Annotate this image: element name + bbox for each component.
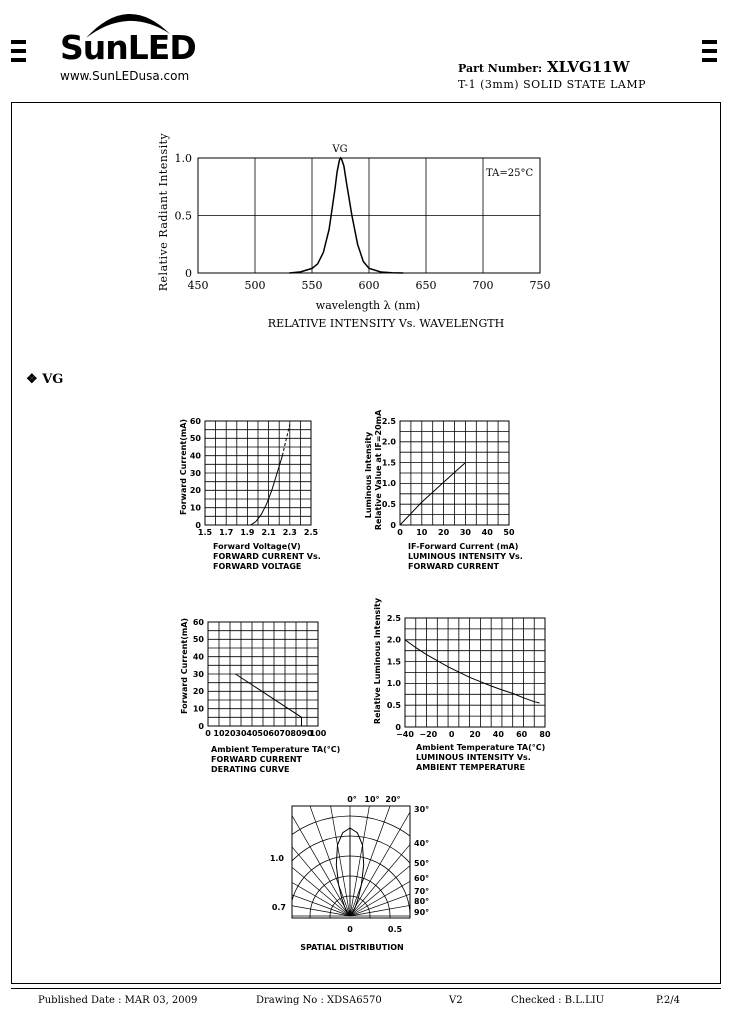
chart-luminous-current-ytick-label: 2.0 bbox=[381, 437, 396, 447]
chart-wavelength-xlabel: wavelength λ (nm) bbox=[315, 299, 421, 312]
chart-forward-voltage-ytick-label: 10 bbox=[189, 503, 201, 513]
chart-wavelength-xtick-label: 700 bbox=[472, 279, 494, 292]
chart-luminous-current-ytick-label: 2.5 bbox=[381, 416, 396, 426]
chart-derating-xtick-label: 20 bbox=[224, 729, 236, 738]
chart-wavelength bbox=[157, 132, 551, 330]
chart-spatial-distribution bbox=[220, 786, 480, 1016]
chart-derating-xtick-label: 90 bbox=[301, 729, 313, 738]
chart-derating-ylabel: Forward Current(mA) bbox=[180, 617, 189, 715]
chart-wavelength-annotation: TA=25°C bbox=[486, 168, 534, 179]
chart-derating-ytick-label: 10 bbox=[192, 704, 204, 714]
chart-derating-ytick-label: 40 bbox=[192, 652, 204, 662]
chart-luminous-temperature-xtick-label: 20 bbox=[469, 730, 481, 739]
chart-forward-voltage-xtick-label: 2.5 bbox=[303, 528, 319, 537]
chart-luminous-temperature-ytick-label: 2.5 bbox=[386, 613, 401, 623]
chart-spatial-angle-label: 50° bbox=[414, 859, 430, 868]
chart-spatial-radius-label: 1.0 bbox=[269, 854, 284, 863]
chart-forward-voltage-xtick-label: 1.5 bbox=[197, 528, 213, 537]
chart-luminous-temperature-caption-1: LUMINOUS INTENSITY Vs. bbox=[416, 753, 531, 762]
logo-text: SunLED bbox=[60, 28, 196, 67]
chart-spatial-radius-label: 0 bbox=[347, 925, 353, 934]
chart-spatial-angle-label: 40° bbox=[414, 839, 430, 848]
chart-luminous-temperature-ytick-label: 2.0 bbox=[386, 635, 401, 645]
chart-spatial-angle-label: 10° bbox=[364, 795, 380, 804]
chart-derating-xtick-label: 80 bbox=[290, 729, 302, 738]
chart-wavelength-xtick-label: 600 bbox=[358, 279, 380, 292]
chart-forward-voltage-caption-1: FORWARD CURRENT Vs. bbox=[213, 552, 321, 561]
chart-derating-ytick-label: 0 bbox=[198, 721, 204, 731]
chart-derating-xtick-label: 50 bbox=[257, 729, 269, 738]
chart-derating-xtick-label: 100 bbox=[309, 729, 327, 738]
footer-version: V2 bbox=[449, 995, 463, 1006]
chart-forward-voltage-ytick-label: 30 bbox=[189, 468, 201, 478]
chart-luminous-temperature-xtick-label: 0 bbox=[448, 730, 455, 739]
chart-wavelength-title: RELATIVE INTENSITY Vs. WAVELENGTH bbox=[267, 317, 505, 330]
chart-luminous-current-ytick-label: 1.0 bbox=[381, 479, 396, 489]
chart-derating-xlabel: Ambient Temperature TA(°C) bbox=[211, 745, 341, 754]
part-description: T-1 (3mm) SOLID STATE LAMP bbox=[458, 78, 646, 91]
chart-forward-voltage-ytick-label: 60 bbox=[189, 416, 201, 426]
chart-derating-xtick-label: 10 bbox=[213, 729, 225, 738]
chart-spatial-angle-label: 20° bbox=[385, 795, 401, 804]
chart-luminous-current-xtick-label: 50 bbox=[503, 528, 515, 537]
chart-luminous-temperature-ytick-label: 1.5 bbox=[386, 657, 401, 667]
chart-luminous-temperature-xtick-label: 80 bbox=[539, 730, 551, 739]
chart-luminous-current-ytick-label: 0.5 bbox=[381, 500, 396, 509]
section-title-text: VG bbox=[42, 372, 64, 387]
chart-spatial-angle-label: 30° bbox=[414, 805, 430, 814]
chart-derating-ytick-label: 20 bbox=[192, 687, 204, 697]
chart-forward-voltage-ytick-label: 0 bbox=[195, 520, 201, 530]
chart-forward-voltage-ytick-label: 40 bbox=[189, 451, 201, 461]
chart-luminous-temperature-ytick-label: 1.0 bbox=[386, 679, 401, 689]
chart-derating-ytick-label: 60 bbox=[192, 617, 204, 627]
logo-url[interactable]: www.SunLEDusa.com bbox=[60, 69, 190, 83]
chart-luminous-temperature-caption-2: AMBIENT TEMPERATURE bbox=[416, 763, 526, 772]
chart-luminous-temperature-xtick-label: −20 bbox=[419, 730, 438, 739]
chart-derating-xtick-label: 40 bbox=[246, 729, 258, 738]
chart-forward-voltage-caption-2: FORWARD VOLTAGE bbox=[213, 562, 302, 571]
footer-divider bbox=[11, 988, 721, 989]
chart-forward-voltage-xtick-label: 1.9 bbox=[240, 528, 255, 537]
footer-page: P.2/4 bbox=[656, 995, 680, 1006]
chart-derating-xtick-label: 30 bbox=[235, 729, 247, 738]
chart-spatial-radius-label: 0.7 bbox=[271, 903, 286, 912]
chart-wavelength-series-label: VG bbox=[332, 144, 348, 155]
chart-spatial-angle-label: 90° bbox=[414, 908, 430, 917]
diamond-bullet-icon: ❖ bbox=[26, 372, 38, 387]
chart-wavelength-xtick-label: 650 bbox=[415, 279, 437, 292]
chart-luminous-current-caption-2: FORWARD CURRENT bbox=[408, 562, 499, 571]
chart-forward-voltage-ytick-label: 50 bbox=[189, 434, 201, 444]
chart-luminous-current-xlabel: IF-Forward Current (mA) bbox=[408, 542, 519, 551]
part-number-value: XLVG11W bbox=[547, 58, 630, 76]
footer-checked: Checked : B.L.LIU bbox=[511, 995, 605, 1006]
chart-forward-voltage bbox=[179, 417, 321, 571]
chart-luminous-temperature bbox=[373, 597, 551, 772]
chart-luminous-current-xtick-label: 20 bbox=[438, 528, 450, 537]
chart-derating bbox=[180, 618, 340, 774]
chart-luminous-current-xtick-label: 10 bbox=[416, 528, 428, 537]
footer-drawing-number: Drawing No : XDSA6570 bbox=[256, 995, 382, 1006]
chart-luminous-temperature-series-line bbox=[405, 640, 540, 703]
part-number-label: Part Number: bbox=[458, 62, 543, 75]
chart-spatial-radius-label: 0.5 bbox=[387, 925, 403, 934]
chart-luminous-temperature-xtick-label: 40 bbox=[492, 730, 504, 739]
chart-luminous-temperature-xtick-label: 60 bbox=[516, 730, 528, 739]
chart-luminous-temperature-xlabel: Ambient Temperature TA(°C) bbox=[416, 743, 546, 752]
chart-forward-voltage-xtick-label: 2.3 bbox=[282, 528, 297, 537]
chart-forward-voltage-ytick-label: 20 bbox=[189, 486, 201, 496]
chart-wavelength-xtick-label: 500 bbox=[244, 279, 266, 292]
chart-wavelength-ytick-label: 1.0 bbox=[174, 151, 192, 165]
chart-luminous-current-ylabel-2: Relative Value at IF=20mA bbox=[374, 409, 383, 531]
chart-spatial-title: SPATIAL DISTRIBUTION bbox=[300, 943, 404, 952]
chart-luminous-current-ylabel-1: Luminous Intensity bbox=[364, 431, 373, 519]
chart-luminous-temperature-ytick-label: 0 bbox=[395, 722, 401, 732]
chart-spatial-lobe bbox=[336, 828, 363, 916]
chart-wavelength-xtick-label: 750 bbox=[529, 279, 551, 292]
chart-luminous-current-xtick-label: 0 bbox=[397, 528, 403, 537]
chart-luminous-current-xtick-label: 40 bbox=[481, 528, 493, 537]
chart-derating-xtick-label: 0 bbox=[205, 729, 211, 738]
chart-luminous-current-ytick-label: 1.5 bbox=[381, 458, 396, 468]
chart-derating-ytick-label: 50 bbox=[192, 635, 204, 645]
chart-luminous-temperature-ylabel: Relative Luminous Intensity bbox=[373, 597, 382, 725]
chart-luminous-current-ytick-label: 0 bbox=[390, 520, 396, 530]
chart-spatial-angle-label: 80° bbox=[414, 897, 430, 906]
chart-wavelength-ytick-label: 0.5 bbox=[174, 209, 192, 223]
chart-wavelength-ytick-label: 0 bbox=[185, 266, 192, 280]
chart-forward-voltage-xlabel: Forward Voltage(V) bbox=[213, 542, 301, 551]
chart-spatial-angle-label: 60° bbox=[414, 874, 430, 883]
chart-luminous-temperature-xtick-label: −40 bbox=[396, 730, 414, 739]
chart-derating-xtick-label: 60 bbox=[268, 729, 280, 738]
chart-derating-caption-2: DERATING CURVE bbox=[211, 765, 290, 774]
chart-luminous-current-xtick-label: 30 bbox=[459, 528, 471, 537]
chart-forward-voltage-xtick-label: 2.1 bbox=[261, 528, 276, 537]
chart-spatial-angle-label: 0° bbox=[347, 795, 357, 804]
chart-wavelength-xtick-label: 550 bbox=[301, 279, 323, 292]
chart-derating-xtick-label: 70 bbox=[279, 729, 291, 738]
chart-wavelength-ylabel: Relative Radiant Intensity bbox=[157, 132, 170, 292]
chart-forward-voltage-dashed-line bbox=[282, 425, 289, 456]
chart-spatial-angle-label: 70° bbox=[414, 887, 430, 896]
chart-derating-ytick-label: 30 bbox=[192, 669, 204, 679]
footer-published-date: Published Date : MAR 03, 2009 bbox=[38, 995, 198, 1006]
chart-derating-caption-1: FORWARD CURRENT bbox=[211, 755, 302, 764]
chart-wavelength-xtick-label: 450 bbox=[187, 279, 209, 292]
chart-luminous-temperature-ytick-label: 0.5 bbox=[386, 701, 401, 710]
chart-forward-voltage-xtick-label: 1.7 bbox=[219, 528, 234, 537]
chart-forward-voltage-ylabel: Forward Current(mA) bbox=[179, 418, 188, 516]
chart-luminous-current bbox=[364, 409, 523, 571]
chart-luminous-current-caption-1: LUMINOUS INTENSITY Vs. bbox=[408, 552, 523, 561]
